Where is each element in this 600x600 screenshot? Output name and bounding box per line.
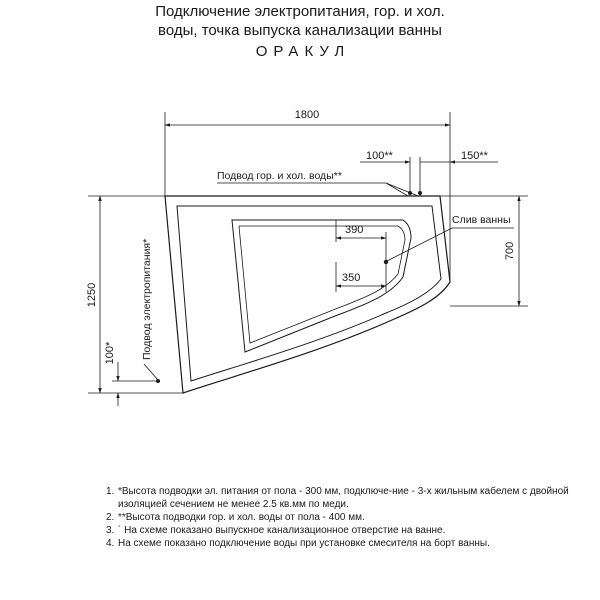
- power-supply-label: Подвод электропитания*: [141, 238, 153, 360]
- note-number: 3.: [106, 525, 115, 536]
- dim-total-height: 1250: [86, 282, 98, 308]
- water-supply-label: Подвод гор. и хол. воды**: [217, 170, 342, 182]
- note-item: [106, 485, 596, 511]
- note-text: ´ На схеме показано выпускное канализационное отверстие на ванне.: [118, 525, 446, 536]
- notes-list: [106, 485, 596, 550]
- model-name: ОРАКУЛ: [255, 43, 351, 60]
- dim-drain-x-bottom: 350: [342, 272, 361, 284]
- power-supply-leader: [144, 364, 158, 380]
- bath-outer-outline: [165, 196, 450, 393]
- dim-right-height: 700: [504, 241, 516, 261]
- note-number: 2.: [106, 512, 115, 523]
- note-text: **Высота подводки гор. и хол. воды от пола - 400 мм.: [118, 512, 365, 523]
- note-number: 4.: [106, 538, 115, 549]
- drain-label: Слив ванны: [452, 214, 511, 226]
- water-supply-leader: [217, 183, 408, 196]
- dim-drain-x-top: 390: [345, 224, 364, 236]
- water-supply-leader-b: [386, 183, 418, 196]
- dim-water-offset-right: 150**: [461, 150, 488, 162]
- note-item: [106, 511, 596, 524]
- note-item: [106, 537, 596, 550]
- note-number: 1.: [106, 486, 115, 497]
- note-text: *Высота подводки эл. питания от пола - 300 мм, подключе-ние - 3-х жильным кабелем с двойной изоляцией сечением не менее 2.5 кв.мм по меди.: [118, 486, 569, 510]
- note-text: На схеме показано подключение воды при установке смесителя на борт ванны.: [118, 538, 490, 549]
- water-inlet-cold: [418, 191, 422, 195]
- title-line-1: Подключение электропитания, гор. и хол.: [155, 3, 445, 20]
- note-item: [106, 524, 596, 537]
- dim-water-offset-left: 100**: [366, 150, 393, 162]
- bath-rim-outline: [177, 206, 441, 381]
- water-inlet-hot: [408, 191, 412, 195]
- dim-total-width: 1800: [294, 109, 320, 121]
- title-line-2: воды, точка выпуска канализации ванны: [158, 22, 442, 39]
- dim-power-offset: 100*: [104, 341, 116, 365]
